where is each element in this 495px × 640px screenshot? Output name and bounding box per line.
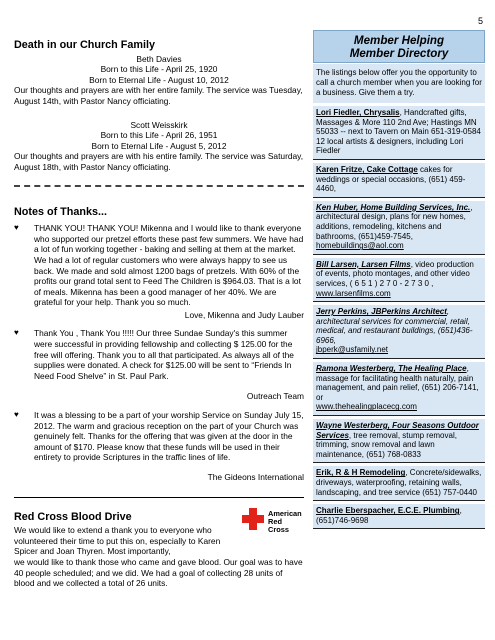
entry-name: Bill Larsen, Larsen Films	[316, 259, 411, 269]
entry-name: Erik, R & H Remodeling	[316, 468, 406, 478]
thanks-note	[14, 410, 304, 483]
red-cross-logo	[242, 504, 302, 534]
obituary-name: Scott Weisskirk	[130, 119, 188, 130]
entry-details: , Handcrafted gifts, Massages & More 110 2nd Ave; Hastings MN 55033 -- next to Tavern on Main 651-319-0584 12 local artists & designers, including Lori Fiedler	[316, 108, 481, 156]
entry-details: , tree removal, stump removal, trimming, snow removal and lawn maintenance, (651) 768-0833	[316, 430, 457, 459]
obituary-text: Our thoughts and prayers are with her entire family. The service was Tuesday, August 14th, with Pastor Nancy officiating.	[14, 85, 303, 106]
entry-details: , architectural design, plans for new homes, additions, remodeling, kitchens and bathrooms, (651)459-7545,	[316, 202, 473, 241]
entry-details: , Concrete/sidewalks, driveways, waterproofing, retaining walls, landscaping, and tree service (651) 757-0440	[316, 468, 482, 497]
thanks-note-signature: Outreach Team	[246, 391, 304, 402]
directory-entry	[313, 466, 485, 501]
entry-name: Karen Fritze, Cake Cottage	[316, 164, 418, 174]
entry-name: Ramona Westerberg, The Healing Place	[316, 364, 467, 374]
directory-entry	[313, 504, 485, 529]
thanks-heading: Notes of Thanks...	[14, 205, 107, 218]
entry-details: , massage for facilitating health naturally, pain management, and pain relief, (651) 206-7141, or	[316, 364, 479, 402]
red-cross-text-cont: we would like to thank those who came and gave blood. Our goal was to have 40 people scheduled; and we did. We had a goal of collecting 28 units of blood and we collected a total of 26 units.	[14, 556, 303, 589]
heart-bullet-icon: ♥	[14, 328, 19, 338]
thanks-note	[14, 328, 304, 402]
directory-entry	[313, 163, 485, 198]
red-cross-section	[14, 508, 304, 589]
entry-name: Jerry Perkins, JBPerkins Architect	[316, 307, 447, 317]
directory-entry	[313, 258, 485, 302]
entry-name: Wayne Westerberg, Four Seasons Outdoor Services	[316, 421, 479, 440]
section-divider	[14, 497, 304, 498]
logo-line: American	[268, 508, 302, 518]
entry-name: Charlie Eberspacher, E.C.E. Plumbing	[316, 506, 460, 516]
heart-bullet-icon: ♥	[14, 223, 19, 233]
obituary-born: Born to this Life - April 26, 1951	[100, 130, 218, 141]
directory-column	[313, 30, 485, 529]
entry-name: Ken Huber, Home Building Services, Inc.	[316, 202, 471, 212]
directory-entry	[313, 419, 485, 463]
thanks-note-text: Thank You , Thank You !!!!! Our three Sundae Sunday's this summer were successful in providing fellowship and collecting $ 125.00 for the free will offering. Thank you to all that participated. As always all of the supplies were donated. A check for $125.00 will be sent to “Friends In Need Food Shelve” in St. Paul Park.	[34, 328, 294, 381]
logo-line: Red Cross	[268, 516, 289, 534]
red-cross-text: We would like to extend a thank you to everyone who volunteered their time to put this on, especially to Karen Spicer and Joan Thyren. Most importantly,	[14, 525, 221, 557]
directory-entry	[313, 362, 485, 416]
red-cross-icon	[242, 508, 264, 530]
obituary-eternal: Born to Eternal Life - August 10, 2012	[89, 74, 229, 85]
directory-entry	[313, 305, 485, 359]
left-column	[14, 40, 304, 589]
directory-entry	[313, 106, 485, 160]
obituary-born: Born to this Life - April 25, 1920	[100, 64, 218, 75]
entry-link[interactable]: www.thehealingplacecg.com	[316, 402, 417, 412]
page-number: 5	[477, 16, 483, 26]
directory-title	[313, 30, 485, 63]
directory-title-line: Member Helping	[353, 34, 445, 47]
section-divider	[14, 185, 304, 187]
thanks-note-signature: Love, Mikenna and Judy Lauber	[184, 309, 304, 320]
death-section	[14, 40, 304, 173]
entry-link[interactable]: homebuildings@aol.com	[316, 241, 404, 251]
obituary-name: Beth Davies	[136, 53, 182, 64]
thanks-note	[14, 223, 304, 320]
entry-details: cakes for weddings or special occasions, (651) 459-4460,	[316, 164, 466, 194]
directory-intro: The listings below offer you the opportunity to call a church member when you are looking for a business. Give them a try.	[313, 64, 485, 103]
heart-bullet-icon: ♥	[14, 410, 19, 420]
entry-details: , (651)746-9698	[316, 506, 462, 525]
entry-details: , video production of events, photo montages, and other video services, ( 6 5 1 ) 2 7 0 - 2 7 3 0 ,	[316, 259, 474, 288]
thanks-note-signature: The Gideons International	[207, 472, 304, 482]
entry-link[interactable]: jbperk@usfamily.net	[316, 345, 388, 355]
entry-details: , architectural services for commercial, retail, medical, and restaurant buildings, (651)436-6966,	[316, 307, 473, 345]
red-cross-heading: Red Cross Blood Drive	[14, 510, 132, 523]
death-heading: Death in our Church Family	[14, 39, 155, 51]
entry-link[interactable]: www.larsenfilms.com	[316, 288, 391, 298]
obituary-text: Our thoughts and prayers are with his entire family. The service was Saturday, August 18th, with Pastor Nancy officiating.	[14, 151, 304, 172]
thanks-note-text: It was a blessing to be a part of your worship Service on Sunday July 15, 2012. The warm and gracious reception on the part of your Church was genuinely felt. Thanks for the offering that was given at the door in the amount of $170. Please know that these funds will be used in their entirety to provide Scriptures in the traffic lines of life.	[34, 410, 304, 463]
thanks-note-text: THANK YOU! THANK YOU! Mikenna and I would like to thank everyone who supported our pretzel efforts these past few summers. We have had a lot of fun working together - baking and selling at them at the market. We had a lot of regular customers who were always happy to see us back. We made and sold almost 1200 bags of pretzels. With 60% of the profits our grand total sent to Feed The Children is $964.03. That is a lot of meals. Mikenna has been a good manager of her 40%. We are grateful for your help. Thank you so much.	[34, 223, 304, 308]
directory-title-line: Member Directory	[349, 47, 449, 60]
obituary-eternal: Born to Eternal Life - August 5, 2012	[91, 140, 227, 151]
directory-entry	[313, 201, 485, 255]
entry-name: Lori Fiedler, Chrysalis	[316, 108, 400, 117]
